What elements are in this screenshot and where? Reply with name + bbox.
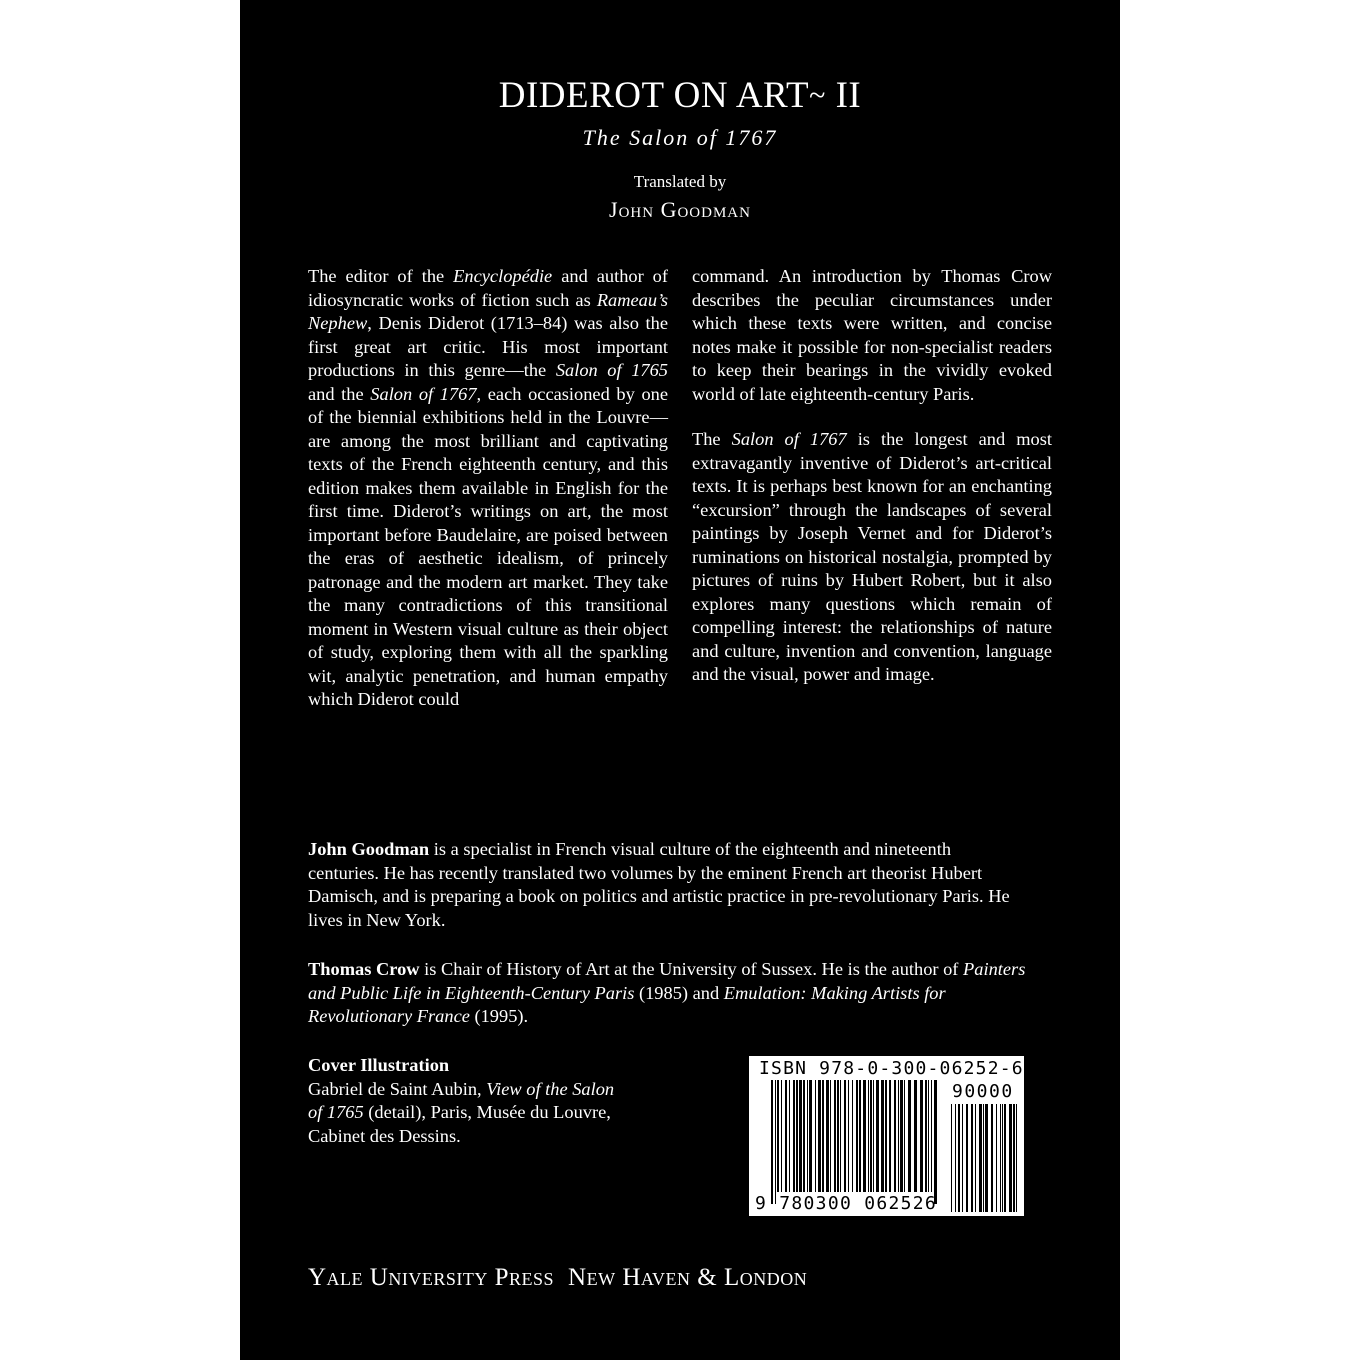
translator-bio: John Goodman is a specialist in French visual culture of the eighteenth and nineteenth centuries. He has recently translated two volumes by the eminent French art theorist Hubert Damisch, and is preparing a book on politics and artistic practice in pre-revolutionary Paris. He lives in New York. [308, 839, 1010, 930]
barcode-bar [1013, 1104, 1015, 1212]
description-paragraph-1: The editor of the Encyclopédie and author of idiosyncratic works of fiction such as Rameau’s Nephew, Denis Diderot (1713–84) was also the first great art critic. His most important productions in this genre—the Salon of 1765 and the Salon of 1767, each occasioned by one of the biennial exhibitions held in the Louvre—are among the most brilliant and captivating texts of the French eighteenth century, and this edition makes them available in English for the first time. Diderot’s writings on art, the most important before Baudelaire, are poised between the eras of aesthetic idealism, of princely patronage and the modern art market. They take the many contradictions of this transitional moment in Western visual culture as their object of study, exploring them with all the sparkling wit, analytic penetration, and human empathy which Diderot could [308, 266, 669, 709]
barcode-bar [818, 1080, 821, 1192]
barcode-bar [991, 1104, 993, 1212]
barcode-bar [852, 1080, 853, 1192]
barcode-bar [928, 1080, 929, 1192]
barcode-bar [837, 1080, 839, 1192]
introduction-author-bio: Thomas Crow is Chair of History of Art at the University of Sussex. He is the author of Painters and Public Life in Eighteenth-Century Paris (1985) and Emulation: Making Artists for Revolutionary France (1995). [308, 959, 1026, 1026]
barcode-bar [934, 1080, 937, 1204]
barcode-bar [1004, 1104, 1006, 1212]
cover-illustration-credit: Cover Illustration Gabriel de Saint Aubin, View of the Salon of 1765 (detail), Paris, Musée du Louvre, Cabinet des Dessins. [308, 1054, 628, 1148]
description-paragraph-1-continued: command. An introduction by Thomas Crow describes the peculiar circumstances under which these texts were written, and concise notes make it possible for non-specialist readers to keep their bearings in the vividly evoked world of late eighteenth-century Paris. [692, 266, 1052, 404]
barcode-bar [931, 1080, 932, 1192]
barcode-bar [1000, 1104, 1001, 1212]
book-title [240, 76, 1120, 116]
barcode-bar [1016, 1104, 1017, 1212]
barcode-bar [809, 1080, 812, 1192]
title-text: DIDEROT ON ART [498, 75, 810, 116]
publisher-name: Yale University Press [308, 1264, 555, 1291]
barcode-bar [925, 1080, 927, 1192]
barcode-bars [749, 1056, 1024, 1216]
book-back-cover [240, 0, 1120, 1360]
barcode-bar [807, 1080, 808, 1192]
barcode-bar [966, 1104, 968, 1212]
translator-bio-name: John Goodman [308, 839, 430, 859]
barcode-bar [975, 1104, 976, 1212]
barcode-bar [826, 1080, 829, 1192]
barcode-bar [979, 1104, 982, 1212]
translator-name: John Goodman [609, 197, 751, 222]
barcode-bar [889, 1080, 891, 1192]
barcode-bar [955, 1104, 956, 1212]
description-left-column [308, 265, 668, 734]
barcode-bar [900, 1080, 903, 1192]
barcode-bar [876, 1080, 879, 1192]
barcode-bar [775, 1080, 776, 1204]
barcode-bar [951, 1104, 952, 1212]
barcode-bar [958, 1104, 960, 1212]
barcode-bar [920, 1080, 923, 1192]
barcode-bar [868, 1080, 869, 1192]
barcode-bar [908, 1080, 911, 1192]
barcode-bar [1002, 1104, 1003, 1212]
ean-digits: 9 780300 062526 [755, 1193, 938, 1214]
barcode-bar [885, 1080, 887, 1192]
barcode-bar [881, 1080, 884, 1192]
isbn-barcode [749, 1056, 1024, 1216]
barcode-addon-digits: 90000 [952, 1081, 1014, 1102]
barcode-bar [983, 1104, 984, 1212]
barcode-bar [898, 1080, 899, 1192]
barcode-bar [822, 1080, 824, 1192]
barcode-bar [904, 1080, 905, 1192]
publisher-line [308, 1263, 821, 1293]
isbn-label: ISBN 978-0-300-06252-6 [759, 1058, 1024, 1079]
barcode-bar [781, 1080, 782, 1192]
barcode-bar [815, 1080, 816, 1192]
barcode-bar [789, 1080, 790, 1192]
barcode-bar [962, 1104, 963, 1212]
cover-illustration-heading: Cover Illustration [308, 1055, 450, 1075]
title-tilde: ~ [809, 79, 826, 112]
barcode-bar [799, 1080, 802, 1192]
barcode-bar [870, 1080, 872, 1192]
description-right-column [692, 265, 1052, 709]
barcode-bar [873, 1080, 874, 1192]
barcode-bar [848, 1080, 849, 1192]
barcode-bar [856, 1080, 858, 1192]
introduction-author-name: Thomas Crow [308, 959, 420, 979]
barcode-bar [863, 1080, 866, 1192]
barcode-bar [971, 1104, 973, 1212]
barcode-bar [844, 1080, 846, 1192]
description-paragraph-2: The Salon of 1767 is the longest and most extravagantly inventive of Diderot’s art-critical texts. It is perhaps best known for an enchanting “excursion” through the landscapes of several paintings by Joseph Vernet and for Diderot’s ruminations on historical nostalgia, prompted by pictures of ruins by Hubert Robert, but it also explores many questions which remain of compelling interest: the relationships of nature and culture, invention and convention, language and the visual, power and image. [692, 429, 1052, 684]
barcode-bar [859, 1080, 861, 1192]
barcode-bar [803, 1080, 805, 1192]
barcode-bar [771, 1080, 773, 1204]
barcode-bar [1009, 1104, 1012, 1212]
barcode-bar [914, 1080, 917, 1192]
barcode-bar [996, 1104, 997, 1212]
book-subtitle: The Salon of 1767 [582, 125, 778, 150]
barcode-bar [785, 1080, 787, 1192]
barcode-bar [830, 1080, 831, 1192]
barcode-bar [777, 1080, 779, 1192]
barcode-bar [840, 1080, 841, 1192]
barcode-bar [834, 1080, 836, 1192]
barcode-bar [793, 1080, 795, 1192]
title-volume: II [835, 75, 862, 116]
translated-by-label: Translated by [633, 172, 727, 191]
barcode-bar [985, 1104, 988, 1212]
publisher-location: New Haven & London [568, 1264, 808, 1291]
barcode-bar [796, 1080, 798, 1192]
barcode-bar [894, 1080, 896, 1192]
